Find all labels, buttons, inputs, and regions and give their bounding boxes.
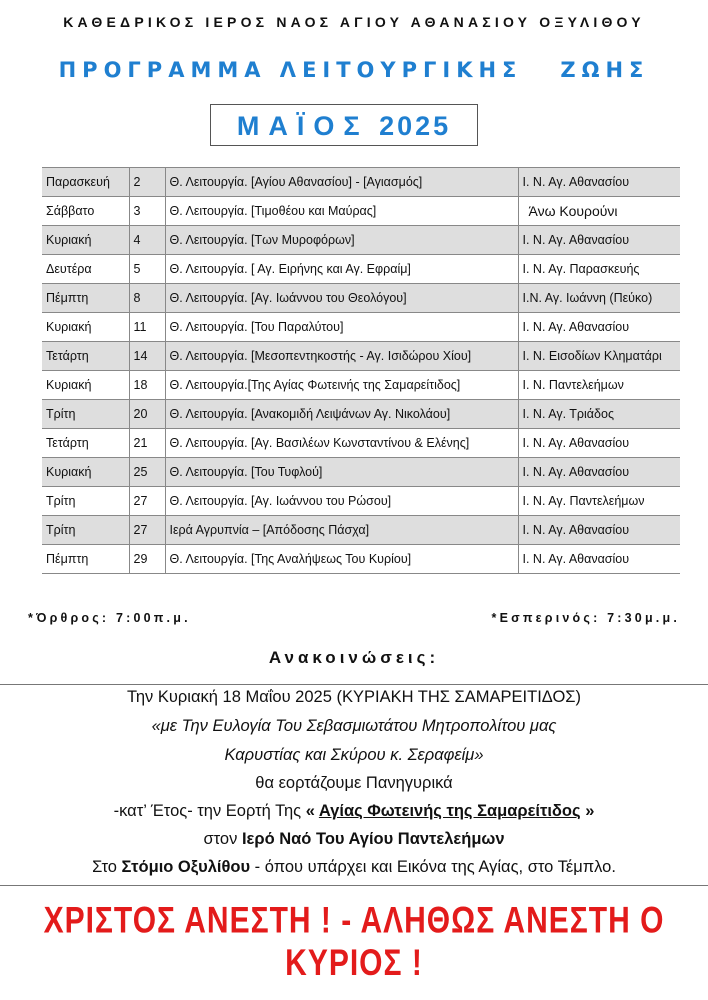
blessing-text: «με Την Ευλογία Του Σεβασμιωτάτου Μητροπολίτου μας [151, 717, 557, 735]
schedule-service: Θ. Λειτουργία. [Μεσοπεντηκοστής - Αγ. Ισιδώρου Χίου] [165, 342, 518, 371]
divider-bottom [0, 885, 708, 886]
schedule-service: Θ. Λειτουργία. [Ανακομιδή Λειψάνων Αγ. Νικολάου] [165, 400, 518, 429]
schedule-row [42, 487, 680, 516]
month-year: 2025 [379, 111, 452, 141]
orthros-time: *Όρθρος: 7:00π.μ. [28, 611, 191, 625]
schedule-row [42, 458, 680, 487]
schedule-service: Θ. Λειτουργία. [Αγ. Βασιλέων Κωνσταντίνου & Ελένης] [165, 429, 518, 458]
place-prefix: Στο [92, 858, 122, 876]
easter-greeting: ΧΡΙΣΤΟΣ ΑΝΕΣΤΗ ! - ΑΛΗΘΩΣ ΑΝΕΣΤΗ Ο ΚΥΡΙΟΣ ! [43, 900, 665, 984]
schedule-date: 21 [129, 429, 165, 458]
schedule-location: Ι. Ν. Αγ. Τριάδος [518, 400, 680, 429]
schedule-service: Ιερά Αγρυπνία – [Απόδοσης Πάσχα] [165, 516, 518, 545]
announcement-line-blessing [0, 717, 708, 736]
schedule-location: Ι. Ν. Αγ. Παντελεήμων [518, 487, 680, 516]
schedule-location: Ι. Ν. Αγ. Αθανασίου [518, 516, 680, 545]
feast-close-quote: » [580, 802, 595, 820]
program-title-life: ΖΩΗΣ [560, 58, 650, 82]
schedule-day: Κυριακή [42, 371, 129, 400]
program-title-main: ΠΡΟΓΡΑΜΜΑ ΛΕΙΤΟΥΡΓΙΚΗΣ [58, 58, 523, 82]
schedule-service: Θ. Λειτουργία.[Της Αγίας Φωτεινής της Σαμαρείτιδος] [165, 371, 518, 400]
schedule-date: 25 [129, 458, 165, 487]
schedule-day: Παρασκευή [42, 168, 129, 197]
place-suffix: - όπου υπάρχει και Εικόνα της Αγίας, στο Τέμπλο. [250, 858, 616, 876]
schedule-day: Τετάρτη [42, 342, 129, 371]
schedule-service: Θ. Λειτουργία. [Αγ. Ιωάννου του Ρώσου] [165, 487, 518, 516]
feast-open-quote: « [305, 802, 319, 820]
schedule-day: Κυριακή [42, 458, 129, 487]
schedule-day: Τρίτη [42, 516, 129, 545]
schedule-service: Θ. Λειτουργία. [Αγίου Αθανασίου] - [Αγιασμός] [165, 168, 518, 197]
schedule-day: Πέμπτη [42, 545, 129, 574]
schedule-row [42, 371, 680, 400]
announcement-line-celebrate: θα εορτάζουμε Πανηγυρικά [255, 774, 453, 792]
feast-name: Αγίας Φωτεινής της Σαμαρείτιδος [318, 802, 581, 820]
schedule-date: 27 [129, 516, 165, 545]
schedule-day: Τρίτη [42, 487, 129, 516]
announcements-title: Ανακοινώσεις: [268, 648, 440, 667]
schedule-date: 29 [129, 545, 165, 574]
schedule-row [42, 284, 680, 313]
place-name: Στόμιο Οξυλίθου [121, 858, 251, 876]
schedule-location: Ι. Ν. Αγ. Αθανασίου [518, 458, 680, 487]
feast-prefix: -κατ’ Έτος- την Εορτή Της [113, 802, 306, 820]
schedule-day: Κυριακή [42, 313, 129, 342]
cathedral-title: ΚΑΘΕΔΡΙΚΟΣ ΙΕΡΟΣ ΝΑΟΣ ΑΓΙΟΥ ΑΘΑΝΑΣΙΟΥ ΟΞΥΛΙΘΟΥ [63, 14, 645, 30]
schedule-service: Θ. Λειτουργία. [ Αγ. Ειρήνης και Αγ. Εφραίμ] [165, 255, 518, 284]
announcement-line-church [0, 830, 708, 849]
schedule-date: 3 [129, 197, 165, 226]
schedule-body [42, 168, 680, 574]
schedule-location: Ι. Ν. Εισοδίων Κληματάρι [518, 342, 680, 371]
schedule-day: Σάββατο [42, 197, 129, 226]
month-heading [210, 104, 478, 146]
schedule-service: Θ. Λειτουργία. [Του Παραλύτου] [165, 313, 518, 342]
schedule-day: Δευτέρα [42, 255, 129, 284]
schedule-date: 20 [129, 400, 165, 429]
vespers-time: *Εσπερινός: 7:30μ.μ. [491, 611, 680, 625]
announcement-line-date: Την Κυριακή 18 Μαΐου 2025 (ΚΥΡΙΑΚΗ ΤΗΣ ΣΑΜΑΡΕΙΤΙΔΟΣ) [127, 688, 581, 706]
program-title [0, 58, 708, 82]
schedule-day: Πέμπτη [42, 284, 129, 313]
schedule-location: Ι. Ν. Αγ. Αθανασίου [518, 429, 680, 458]
schedule-day: Κυριακή [42, 226, 129, 255]
schedule-day: Τρίτη [42, 400, 129, 429]
schedule-service: Θ. Λειτουργία. [Αγ. Ιωάννου του Θεολόγου] [165, 284, 518, 313]
schedule-location: Ι.Ν. Αγ. Ιωάννη (Πεύκο) [518, 284, 680, 313]
schedule-service: Θ. Λειτουργία. [Της Αναλήψεως Του Κυρίου] [165, 545, 518, 574]
metropolitan-text: Καρυστίας και Σκύρου κ. Σεραφείμ» [224, 746, 484, 764]
schedule-date: 14 [129, 342, 165, 371]
schedule-date: 4 [129, 226, 165, 255]
announcement-line-metropolitan [0, 746, 708, 765]
church-name: Ιερό Ναό Του Αγίου Παντελεήμων [241, 830, 505, 848]
schedule-date: 18 [129, 371, 165, 400]
schedule-row [42, 545, 680, 574]
schedule-row [42, 400, 680, 429]
church-prefix: στον [203, 830, 242, 848]
schedule-row [42, 313, 680, 342]
schedule-table [42, 167, 680, 574]
schedule-location: Ι. Ν. Αγ. Αθανασίου [518, 226, 680, 255]
schedule-service: Θ. Λειτουργία. [Τιμοθέου και Μαύρας] [165, 197, 518, 226]
announcement-line-feast [0, 802, 708, 821]
schedule-location: Άνω Κουρούνι [518, 197, 680, 226]
schedule-service: Θ. Λειτουργία. [Των Μυροφόρων] [165, 226, 518, 255]
schedule-date: 2 [129, 168, 165, 197]
schedule-date: 27 [129, 487, 165, 516]
divider-top [0, 684, 708, 685]
schedule-day: Τετάρτη [42, 429, 129, 458]
schedule-location: Ι. Ν. Αγ. Παρασκευής [518, 255, 680, 284]
schedule-row [42, 516, 680, 545]
schedule-row [42, 429, 680, 458]
schedule-date: 11 [129, 313, 165, 342]
schedule-service: Θ. Λειτουργία. [Του Τυφλού] [165, 458, 518, 487]
schedule-location: Ι. Ν. Παντελεήμων [518, 371, 680, 400]
schedule-row [42, 226, 680, 255]
month-name: ΜΑΪΟΣ [236, 111, 369, 141]
schedule-row [42, 255, 680, 284]
schedule-location: Ι. Ν. Αγ. Αθανασίου [518, 313, 680, 342]
schedule-row [42, 342, 680, 371]
schedule-row [42, 197, 680, 226]
schedule-row [42, 168, 680, 197]
schedule-location: Ι. Ν. Αγ. Αθανασίου [518, 168, 680, 197]
announcement-line-place [0, 858, 708, 877]
schedule-location: Ι. Ν. Αγ. Αθανασίου [518, 545, 680, 574]
schedule-date: 8 [129, 284, 165, 313]
schedule-date: 5 [129, 255, 165, 284]
